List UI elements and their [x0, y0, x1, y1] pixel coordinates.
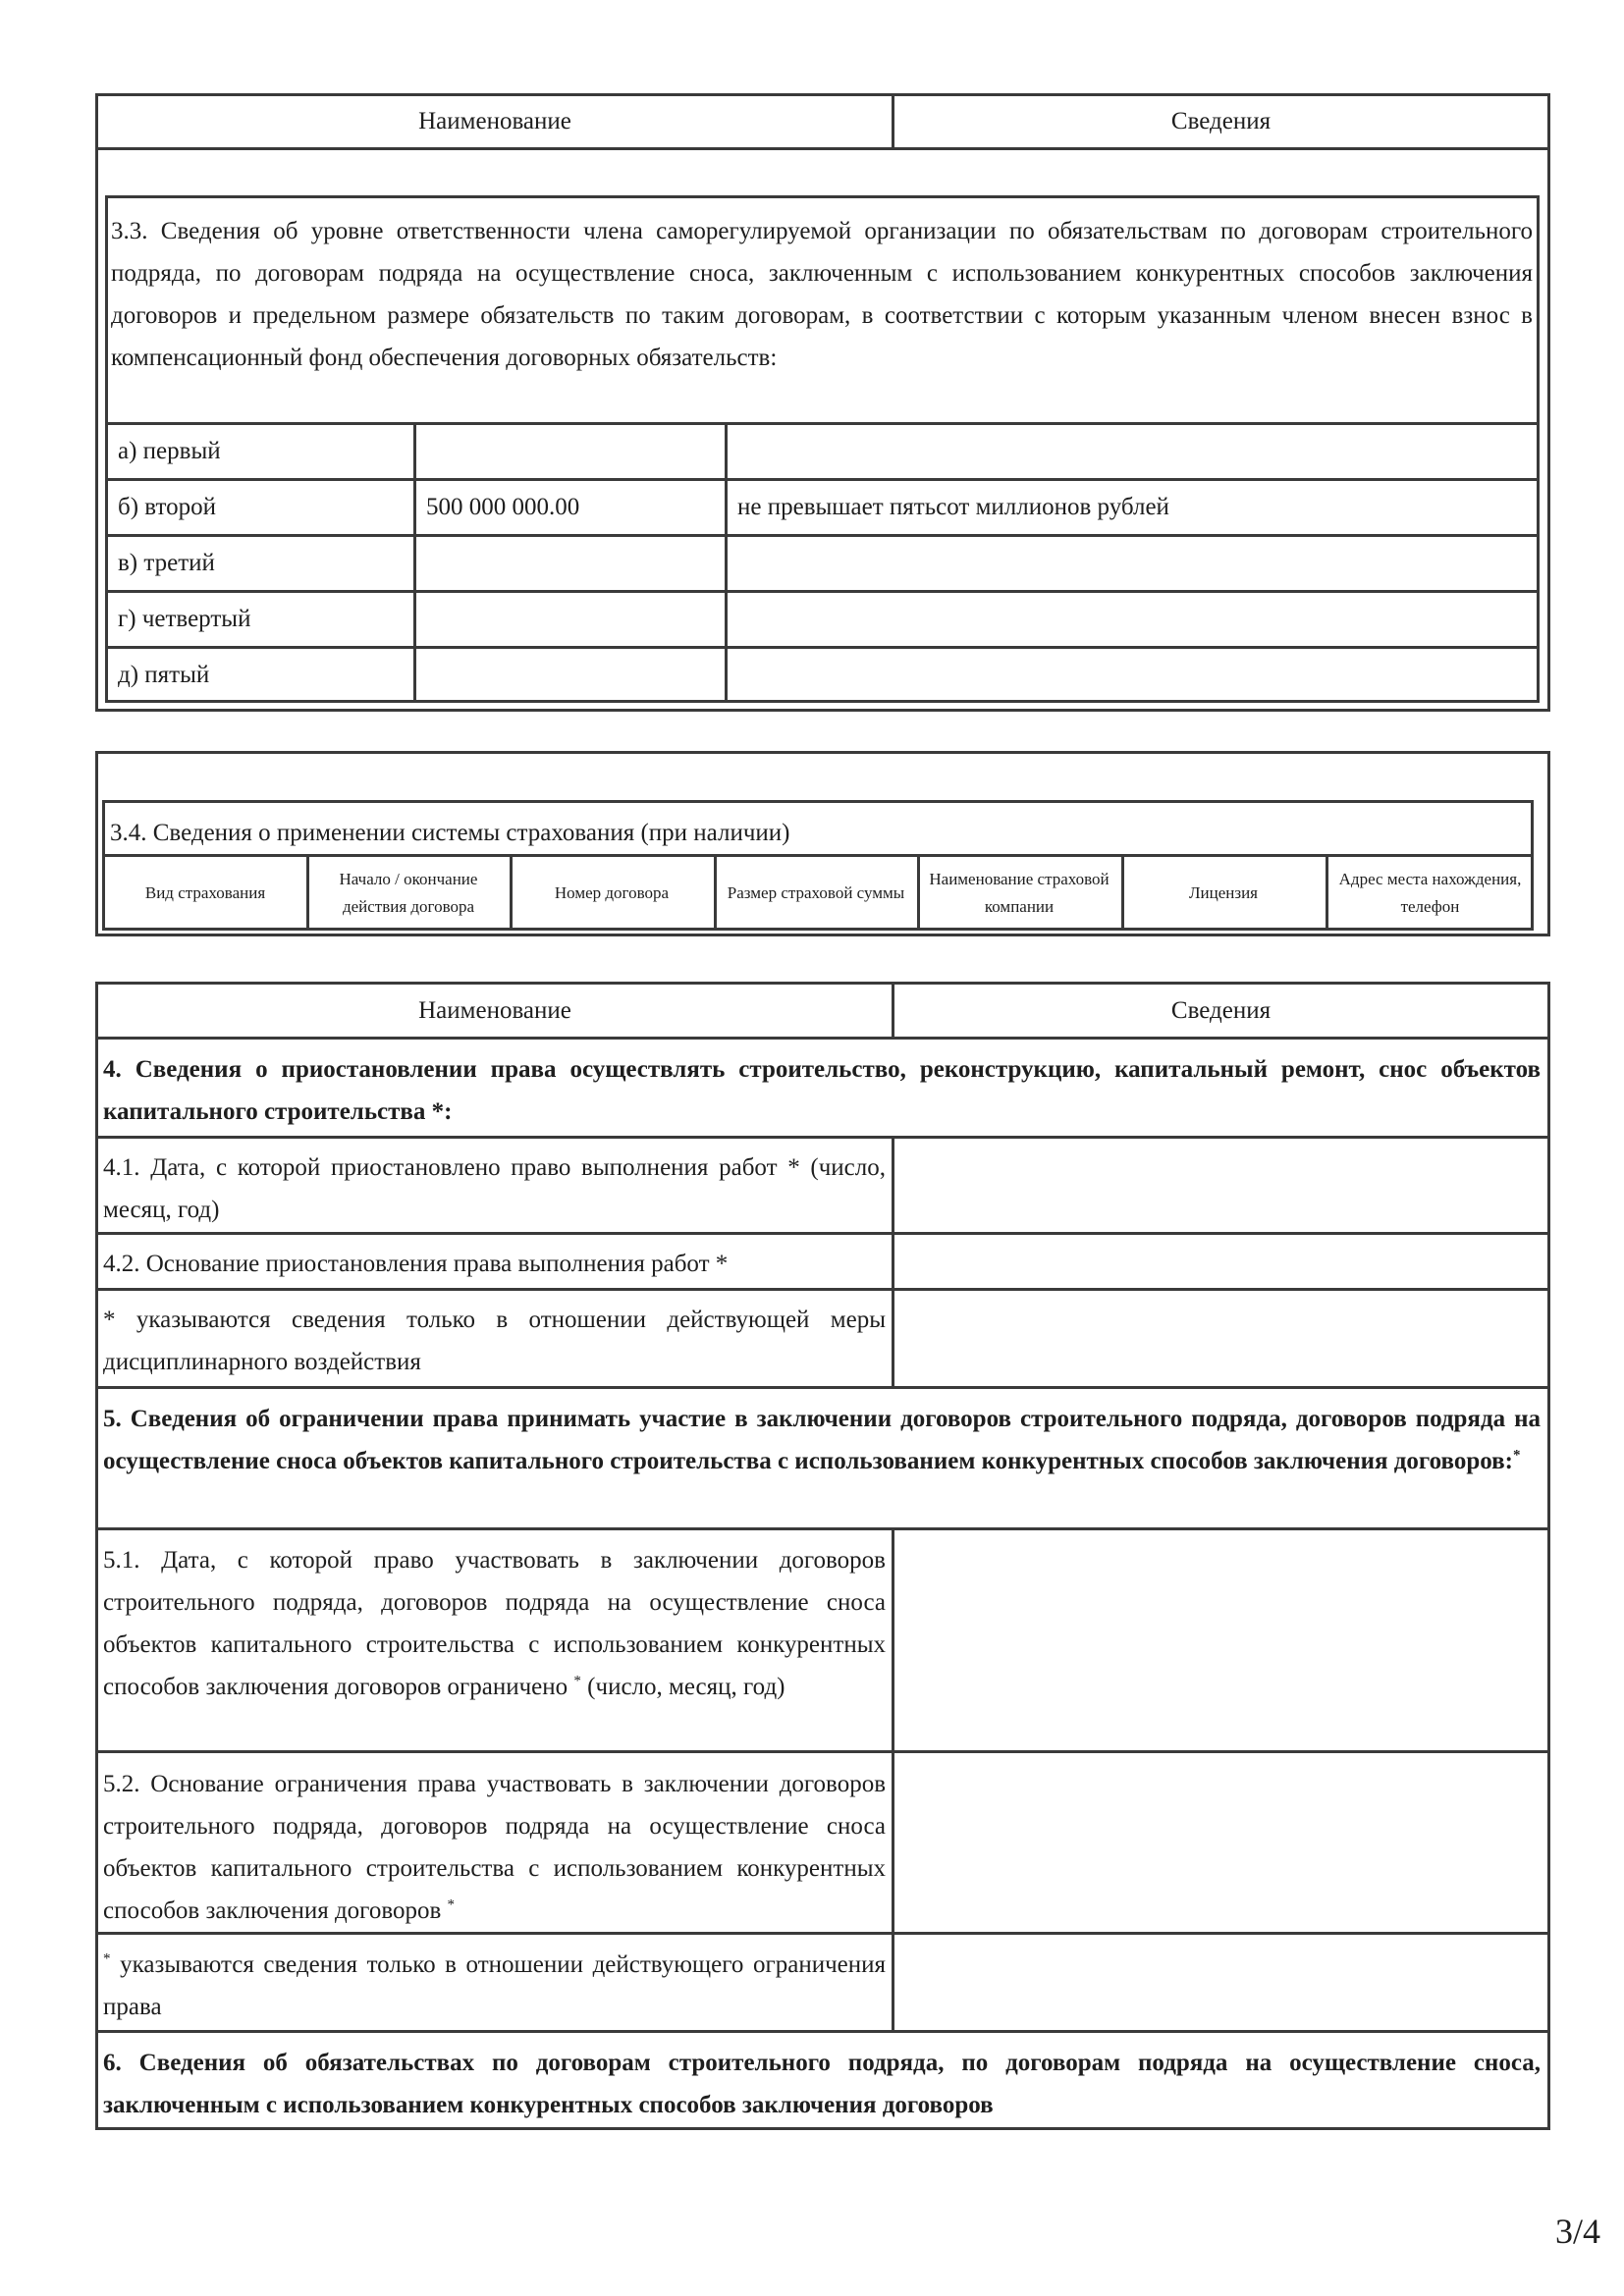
- level-description: [728, 537, 1539, 590]
- asterisk: *: [1512, 1447, 1521, 1464]
- section-5-note: [103, 1944, 886, 2028]
- section-4-title: 4. Сведения о приостановлении права осуществлять строительство, реконструкцию, капитальный ремонт, снос объектов капитального строительства *:: [103, 1056, 1541, 1125]
- col-divider: [917, 854, 920, 931]
- insurance-col-header: Номер договора: [554, 883, 670, 902]
- col-divider: [306, 854, 309, 931]
- col-divider: [892, 1136, 894, 1387]
- section-4-note: * указываются сведения только в отношении действующей меры дисциплинарного воздействия: [103, 1307, 886, 1375]
- section-4-2-label: 4.2. Основание приостановления права выполнения работ *: [103, 1251, 729, 1277]
- row-divider: [95, 1136, 1550, 1139]
- level-label: д) пятый: [118, 662, 210, 688]
- section-5-1-label: [103, 1539, 886, 1749]
- level-description: [728, 593, 1539, 646]
- level-label: в) третий: [118, 550, 215, 576]
- page-number: 3/4: [1554, 2212, 1600, 2251]
- level-amount: [416, 649, 724, 702]
- level-label: б) второй: [118, 494, 216, 520]
- row-divider: [95, 1932, 1550, 1935]
- row-divider: [95, 1288, 1550, 1291]
- header-name: Наименование: [418, 108, 571, 134]
- section-5-1-tail: (число, месяц, год): [587, 1674, 785, 1700]
- level-description: [728, 425, 1539, 478]
- section-5-title: [103, 1398, 1541, 1524]
- section-5-note-text: указываются сведения только в отношении действующего ограничения права: [103, 1951, 887, 2020]
- insurance-col-header: Наименование страховой компании: [929, 870, 1110, 916]
- insurance-col-header: Адрес места нахождения, телефон: [1338, 870, 1522, 916]
- table-divider: [95, 147, 1550, 150]
- level-label: г) четвертый: [118, 606, 251, 632]
- col-divider: [892, 1527, 894, 2031]
- asterisk: *: [103, 1950, 111, 1967]
- insurance-col-header: Размер страховой суммы: [727, 883, 905, 902]
- row-divider: [95, 1750, 1550, 1753]
- section-3-3-title: 3.3. Сведения об уровне ответственности члена саморегулируемой организации по обязательствам по договорам строительного подряда, по договорам подряда на осуществление сноса, заключенным с использованием конкурентных способов заключения договоров и предельном размере обязательств по таким договорам, в соответствии с которым указанным членом внесен взнос в компенсационный фонд обеспечения договорных обязательств:: [111, 218, 1533, 371]
- level-description: [728, 649, 1539, 702]
- section-5-1-text: 5.1. Дата, с которой право участвовать в заключении договоров строительного подряда, договоров подряда на осуществление сноса объектов капитального строительства с использованием конкурентных способов заключения договоров ограничено: [103, 1547, 886, 1700]
- row-divider: [95, 2030, 1550, 2033]
- col-divider: [1121, 854, 1124, 931]
- asterisk: *: [447, 1896, 456, 1913]
- level-amount: [416, 425, 724, 478]
- level-description: не превышает пятьсот миллионов рублей: [737, 494, 1169, 520]
- row-divider: [95, 1037, 1550, 1040]
- row-divider: [95, 1527, 1550, 1530]
- section-5-2-label: [103, 1763, 886, 1932]
- col-divider: [714, 854, 717, 931]
- section-3-4-title: 3.4. Сведения о применении системы страхования (при наличии): [110, 820, 790, 846]
- level-amount: [416, 537, 724, 590]
- row-divider: [102, 854, 1534, 857]
- row-divider: [95, 1232, 1550, 1235]
- header-info: Сведения: [1170, 996, 1272, 1024]
- col-divider: [1326, 854, 1328, 931]
- section-5-2-text: 5.2. Основание ограничения права участвовать в заключении договоров строительного подряда, договоров подряда на осуществление сноса объектов капитального строительства с использованием конкурентных способов заключения договоров: [103, 1771, 886, 1924]
- insurance-col-header: Лицензия: [1188, 883, 1258, 902]
- level-amount: [416, 593, 724, 646]
- col-divider: [510, 854, 513, 931]
- insurance-col-header: Начало / окончание действия договора: [339, 870, 478, 916]
- insurance-col-header: Вид страхования: [144, 883, 266, 902]
- asterisk: *: [573, 1673, 581, 1689]
- level-amount: 500 000 000.00: [426, 494, 580, 520]
- section-6-title: 6. Сведения об обязательствах по договорам строительного подряда, по договорам подряда на осуществление сноса, заключенным с использованием конкурентных способов заключения договоров: [103, 2050, 1541, 2118]
- section-5-title-text: 5. Сведения об ограничении права принимать участие в заключении договоров строительного подряда, договоров подряда на осуществление сноса объектов капитального строительства с использованием конкурентных способов заключения договоров:: [103, 1406, 1541, 1474]
- section-4-1-label: 4.1. Дата, с которой приостановлено право выполнения работ * (число, месяц, год): [103, 1154, 886, 1223]
- level-label: а) первый: [118, 438, 221, 464]
- row-divider: [95, 1386, 1550, 1389]
- header-info: Сведения: [1170, 108, 1272, 134]
- header-name: Наименование: [418, 996, 571, 1024]
